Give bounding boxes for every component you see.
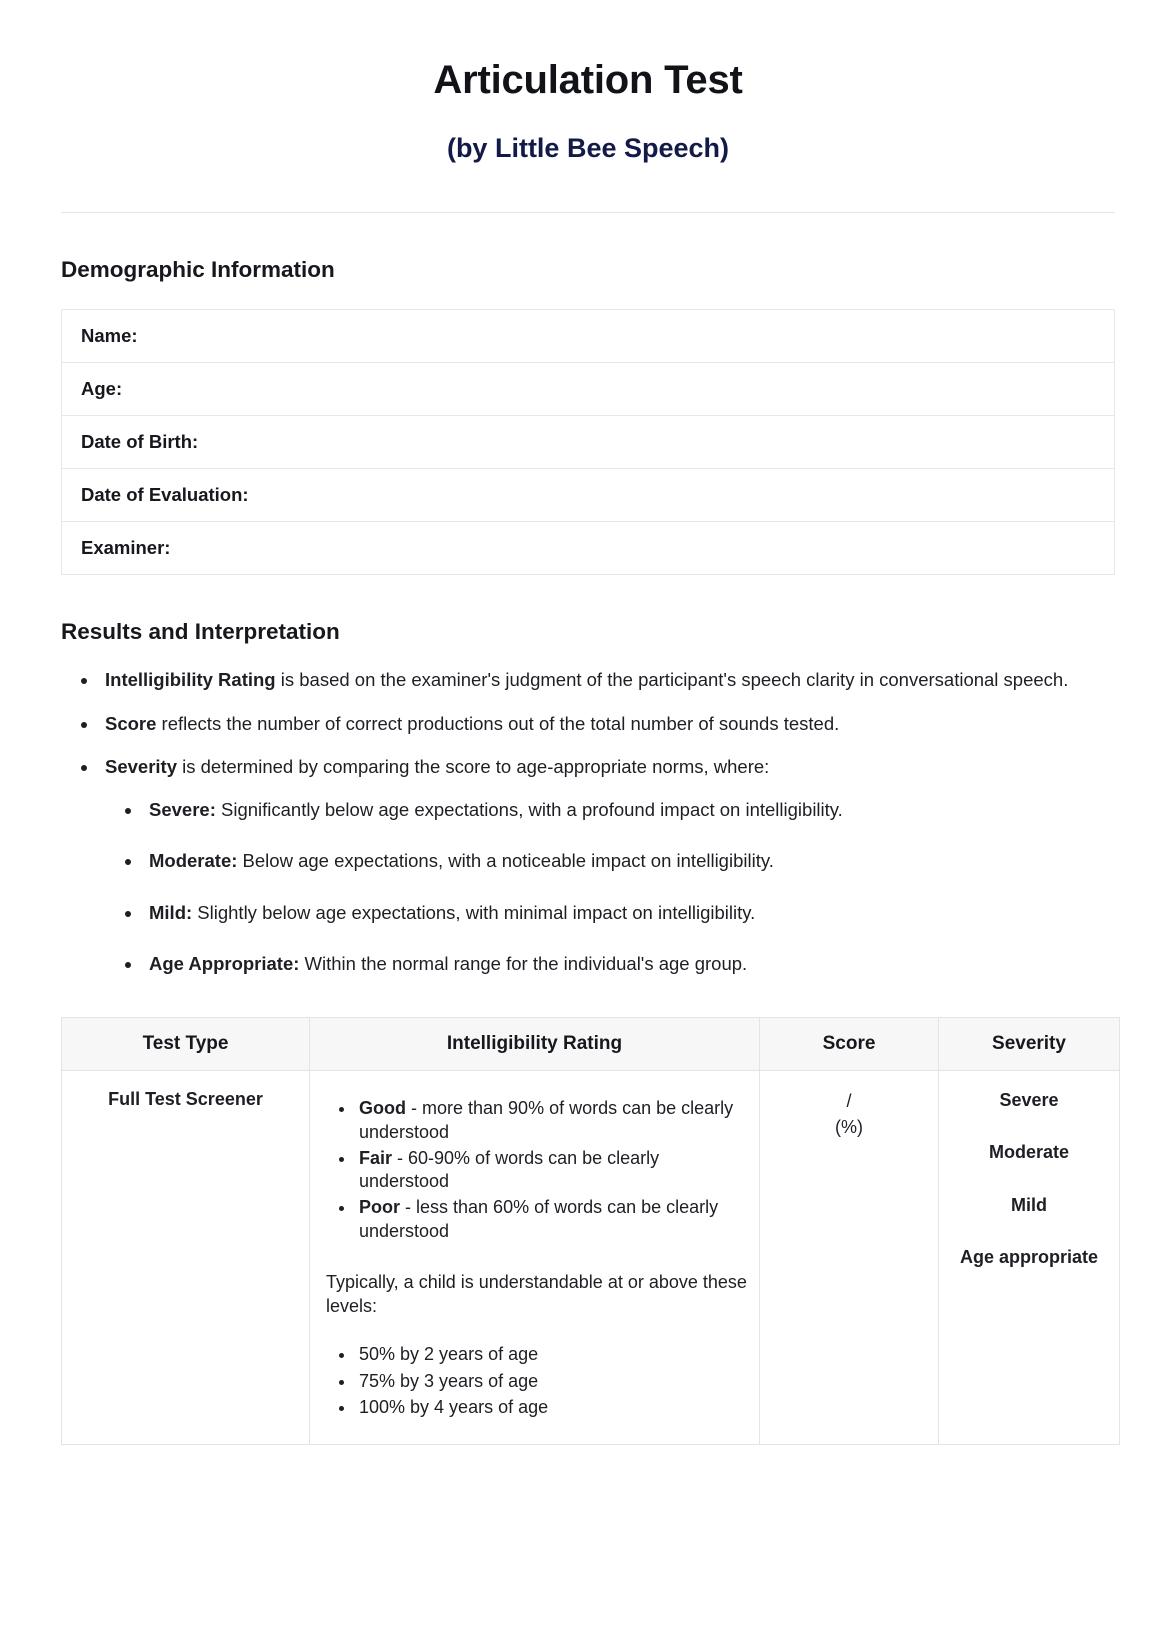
column-header-score: Score — [760, 1018, 939, 1071]
interp-text-score: reflects the number of correct productions out of the total number of sounds tested. — [156, 712, 840, 734]
demographic-table — [61, 309, 1115, 575]
rating-text-fair: - 60-90% of words can be clearly understood — [359, 1147, 660, 1192]
demographic-section-heading: Demographic Information — [61, 257, 335, 282]
interp-term-score: Score — [105, 712, 157, 734]
severity-option-age-appropriate[interactable]: Age appropriate — [959, 1247, 1099, 1268]
demographic-field-age: Age: — [62, 363, 1115, 416]
list-item — [143, 900, 1115, 926]
list-item — [99, 754, 1115, 977]
results-table-header-row — [62, 1018, 1120, 1071]
interp-term-intelligibility: Intelligibility Rating — [105, 669, 276, 691]
interpretation-list — [61, 667, 1115, 977]
severity-text-moderate: Below age expectations, with a noticeable impact on intelligibility. — [237, 850, 774, 872]
interp-text-severity: is determined by comparing the score to age-appropriate norms, where: — [177, 755, 770, 777]
list-item[interactable] — [356, 1147, 747, 1195]
cell-test-type: Full Test Screener — [62, 1071, 310, 1445]
list-item[interactable] — [356, 1196, 747, 1244]
severity-text-severe: Significantly below age expectations, with a profound impact on intelligibility. — [215, 799, 843, 821]
cell-severity — [939, 1071, 1120, 1445]
table-row[interactable] — [62, 469, 1115, 522]
severity-text-age-appropriate: Within the normal range for the individual's age group. — [299, 952, 748, 974]
list-item — [99, 667, 1115, 693]
table-row[interactable] — [62, 310, 1115, 363]
demographic-field-date-of-evaluation: Date of Evaluation: — [62, 469, 1115, 522]
demographic-field-name: Name: — [62, 310, 1115, 363]
rating-term-good: Good — [359, 1098, 406, 1119]
list-item: • 100% by 4 years of age — [356, 1395, 747, 1419]
score-fraction-field[interactable]: / — [846, 1091, 852, 1112]
page-title: Articulation Test — [433, 58, 743, 102]
severity-term-severe: Severe: — [149, 799, 216, 821]
page-subtitle: (by Little Bee Speech) — [446, 133, 730, 163]
score-percent-field[interactable]: (%) — [835, 1116, 863, 1137]
list-item — [143, 797, 1115, 823]
cell-score[interactable] — [760, 1071, 939, 1445]
severity-definition-list — [105, 797, 1115, 977]
column-header-test-type: Test Type — [62, 1018, 310, 1071]
age-levels-list — [322, 1342, 747, 1419]
list-item — [143, 848, 1115, 874]
rating-options-list — [322, 1097, 747, 1244]
demographic-field-examiner: Examiner: — [81, 537, 171, 559]
rating-text-poor: - less than 60% of words can be clearly understood — [359, 1197, 719, 1241]
results-section-heading: Results and Interpretation — [61, 619, 340, 645]
table-row — [62, 1071, 1120, 1445]
list-item — [143, 951, 1115, 977]
list-item — [99, 711, 1115, 737]
list-item: • 50% by 2 years of age — [356, 1342, 747, 1366]
rating-term-poor: Poor — [359, 1197, 401, 1218]
severity-term-age-appropriate: Age Appropriate: — [149, 952, 300, 974]
severity-option-severe[interactable]: Severe — [999, 1090, 1059, 1111]
list-item: • 75% by 3 years of age — [356, 1369, 747, 1393]
severity-term-moderate: Moderate: — [149, 850, 238, 872]
list-item[interactable] — [356, 1097, 747, 1145]
results-table — [61, 1017, 1120, 1445]
cell-intelligibility-rating — [310, 1071, 760, 1445]
table-row[interactable] — [62, 363, 1115, 416]
interp-term-severity: Severity — [105, 755, 177, 777]
rating-text-good: - more than 90% of words can be clearly understood — [359, 1098, 734, 1142]
column-header-intelligibility-rating: Intelligibility Rating — [310, 1018, 760, 1071]
interp-text-intelligibility: is based on the examiner's judgment of the participant's speech clarity in conversational speech. — [275, 669, 1069, 691]
column-header-severity: Severity — [939, 1018, 1120, 1071]
severity-option-mild[interactable]: Mild — [1011, 1194, 1047, 1215]
table-row[interactable] — [62, 416, 1115, 469]
rating-term-fair: Fair — [359, 1147, 393, 1168]
header-divider — [61, 212, 1115, 213]
severity-term-mild: Mild: — [149, 901, 193, 923]
demographic-field-date-of-birth: Date of Birth: — [62, 416, 1115, 469]
rating-note: Typically, a child is understandable at or above these levels: — [326, 1271, 747, 1316]
severity-option-moderate[interactable]: Moderate — [988, 1142, 1069, 1163]
severity-text-mild: Slightly below age expectations, with minimal impact on intelligibility. — [192, 901, 756, 923]
table-row[interactable] — [62, 522, 1115, 575]
